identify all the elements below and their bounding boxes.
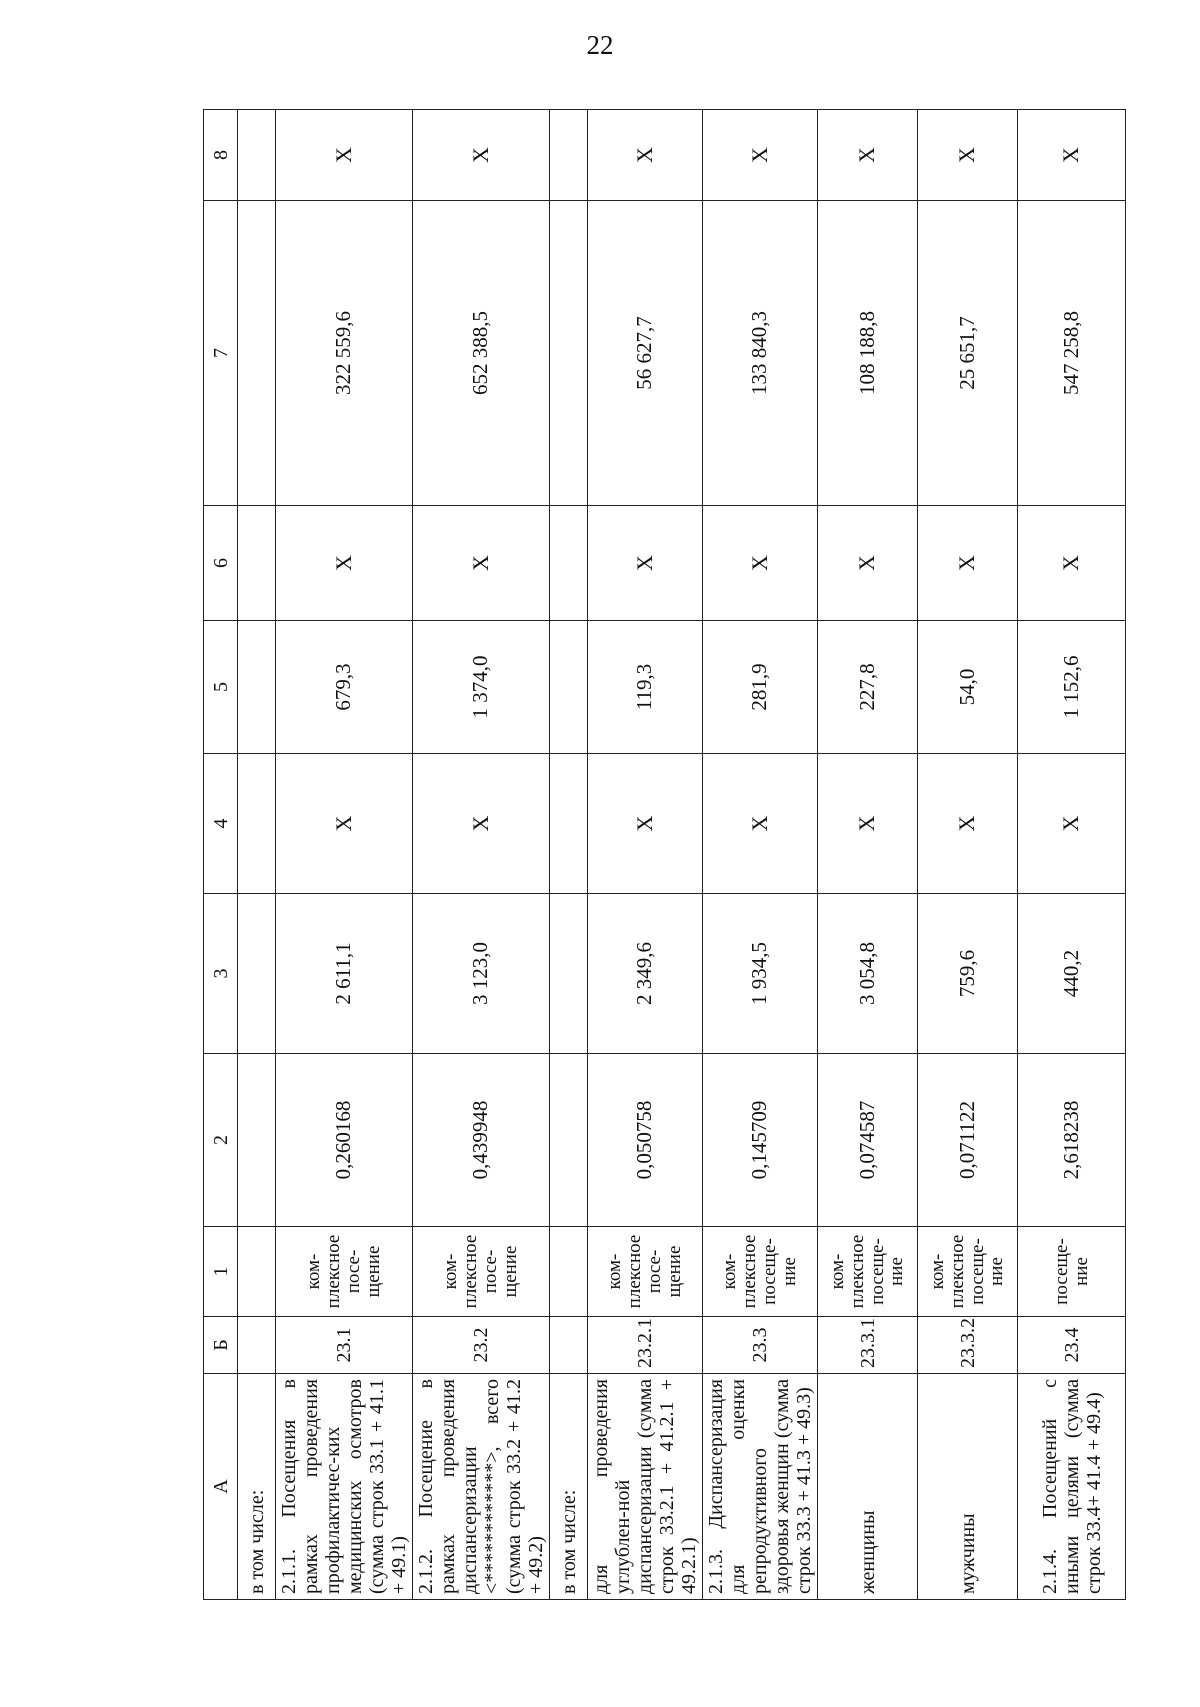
cell-col8: X [703,110,818,201]
empty-cell [238,1054,276,1227]
cell-col3: 759,6 [918,894,1018,1054]
column-header: А [204,1374,238,1600]
empty-cell [550,621,588,754]
cell-col7: 652 388,5 [413,201,550,506]
column-header: 5 [204,621,238,754]
row-code: 23.1 [276,1317,413,1374]
cell-col6: X [1018,506,1126,621]
column-header: 4 [204,754,238,894]
cell-col8: X [276,110,413,201]
table-row [818,110,918,1600]
column-header: 6 [204,506,238,621]
table-row [918,110,1018,1600]
row-unit: ком-плексное посе-щение [588,1227,703,1317]
empty-cell [550,754,588,894]
cell-col5: 227,8 [818,621,918,754]
empty-cell [238,506,276,621]
row-unit: посеще-ние [1018,1227,1126,1317]
column-header: Б [204,1317,238,1374]
row-label: в том числе: [238,1374,276,1600]
cell-col7: 56 627,7 [588,201,703,506]
row-code: 23.4 [1018,1317,1126,1374]
empty-cell [238,201,276,506]
empty-cell [550,894,588,1054]
row-name: 2.1.2. Посещение в рамках проведения диспансеризации <************>, всего (сумма строк 33.2 + 41.2 + 49.2) [413,1374,550,1600]
cell-col8: X [818,110,918,201]
empty-cell [238,894,276,1054]
cell-col7: 25 651,7 [918,201,1018,506]
table-row [238,110,276,1600]
empty-cell [550,201,588,506]
cell-col5: 679,3 [276,621,413,754]
column-header: 7 [204,201,238,506]
cell-col2: 0,439948 [413,1054,550,1227]
row-name: женщины [818,1374,918,1600]
row-name: мужчины [918,1374,1018,1600]
cell-col7: 547 258,8 [1018,201,1126,506]
cell-col3: 440,2 [1018,894,1126,1054]
cell-col4: X [703,754,818,894]
cell-col6: X [818,506,918,621]
header-row [204,110,238,1600]
table-row [413,110,550,1600]
empty-cell [238,1227,276,1317]
row-code: 23.3.1 [818,1317,918,1374]
table-row [703,110,818,1600]
cell-col7: 108 188,8 [818,201,918,506]
row-name: 2.1.4. Посещений с иными целями (сумма строк 33.4+ 41.4 + 49.4) [1018,1374,1126,1600]
cell-col8: X [1018,110,1126,201]
cell-col6: X [276,506,413,621]
cell-col2: 0,074587 [818,1054,918,1227]
cell-col4: X [818,754,918,894]
table-row [276,110,413,1600]
cell-col2: 0,260168 [276,1054,413,1227]
cell-col3: 3 054,8 [818,894,918,1054]
row-unit: ком-плексное посе-щение [413,1227,550,1317]
table-row [550,110,588,1600]
empty-cell [238,1317,276,1374]
column-header: 2 [204,1054,238,1227]
empty-cell [550,1317,588,1374]
cell-col6: X [413,506,550,621]
column-header: 8 [204,110,238,201]
empty-cell [550,110,588,201]
cell-col7: 133 840,3 [703,201,818,506]
row-code: 23.3.2 [918,1317,1018,1374]
cell-col2: 0,071122 [918,1054,1018,1227]
table-row [1018,110,1126,1600]
cell-col5: 281,9 [703,621,818,754]
empty-cell [550,1227,588,1317]
cell-col6: X [918,506,1018,621]
cell-col2: 0,145709 [703,1054,818,1227]
cell-col5: 1 152,6 [1018,621,1126,754]
row-code: 23.2 [413,1317,550,1374]
row-code: 23.3 [703,1317,818,1374]
row-unit: ком-плексное посеще-ние [818,1227,918,1317]
cell-col8: X [588,110,703,201]
cell-col8: X [413,110,550,201]
row-unit: ком-плексное посе-щение [276,1227,413,1317]
row-label: в том числе: [550,1374,588,1600]
cell-col4: X [413,754,550,894]
cell-col6: X [588,506,703,621]
cell-col4: X [1018,754,1126,894]
cell-col2: 0,050758 [588,1054,703,1227]
cell-col5: 1 374,0 [413,621,550,754]
cell-col3: 2 611,1 [276,894,413,1054]
empty-cell [550,1054,588,1227]
column-header: 1 [204,1227,238,1317]
cell-col3: 2 349,6 [588,894,703,1054]
cell-col4: X [918,754,1018,894]
rotated-table-container [203,110,1115,1600]
cell-col6: X [703,506,818,621]
row-unit: ком-плексное посеще-ние [703,1227,818,1317]
row-name: для проведения углублен-ной диспансеризации (сумма строк 33.2.1 + 41.2.1 + 49.2.1) [588,1374,703,1600]
cell-col2: 2,618238 [1018,1054,1126,1227]
cell-col3: 1 934,5 [703,894,818,1054]
cell-col7: 322 559,6 [276,201,413,506]
financing-table [203,109,1126,1600]
empty-cell [238,754,276,894]
row-unit: ком-плексное посеще-ние [918,1227,1018,1317]
cell-col4: X [588,754,703,894]
empty-cell [550,506,588,621]
empty-cell [238,110,276,201]
cell-col3: 3 123,0 [413,894,550,1054]
row-name: 2.1.1. Посещения в рамках проведения профилактичес-ких медицинских осмотров (сумма строк 33.1 + 41.1 + 49.1) [276,1374,413,1600]
cell-col5: 54,0 [918,621,1018,754]
row-code: 23.2.1 [588,1317,703,1374]
page-number: 22 [586,30,614,60]
column-header: 3 [204,894,238,1054]
table-row [588,110,703,1600]
cell-col8: X [918,110,1018,201]
empty-cell [238,621,276,754]
row-name: 2.1.3. Диспансеризация для оценки репродуктивного здоровья женщин (сумма строк 33.3 + 41.3 + 49.3) [703,1374,818,1600]
cell-col4: X [276,754,413,894]
cell-col5: 119,3 [588,621,703,754]
